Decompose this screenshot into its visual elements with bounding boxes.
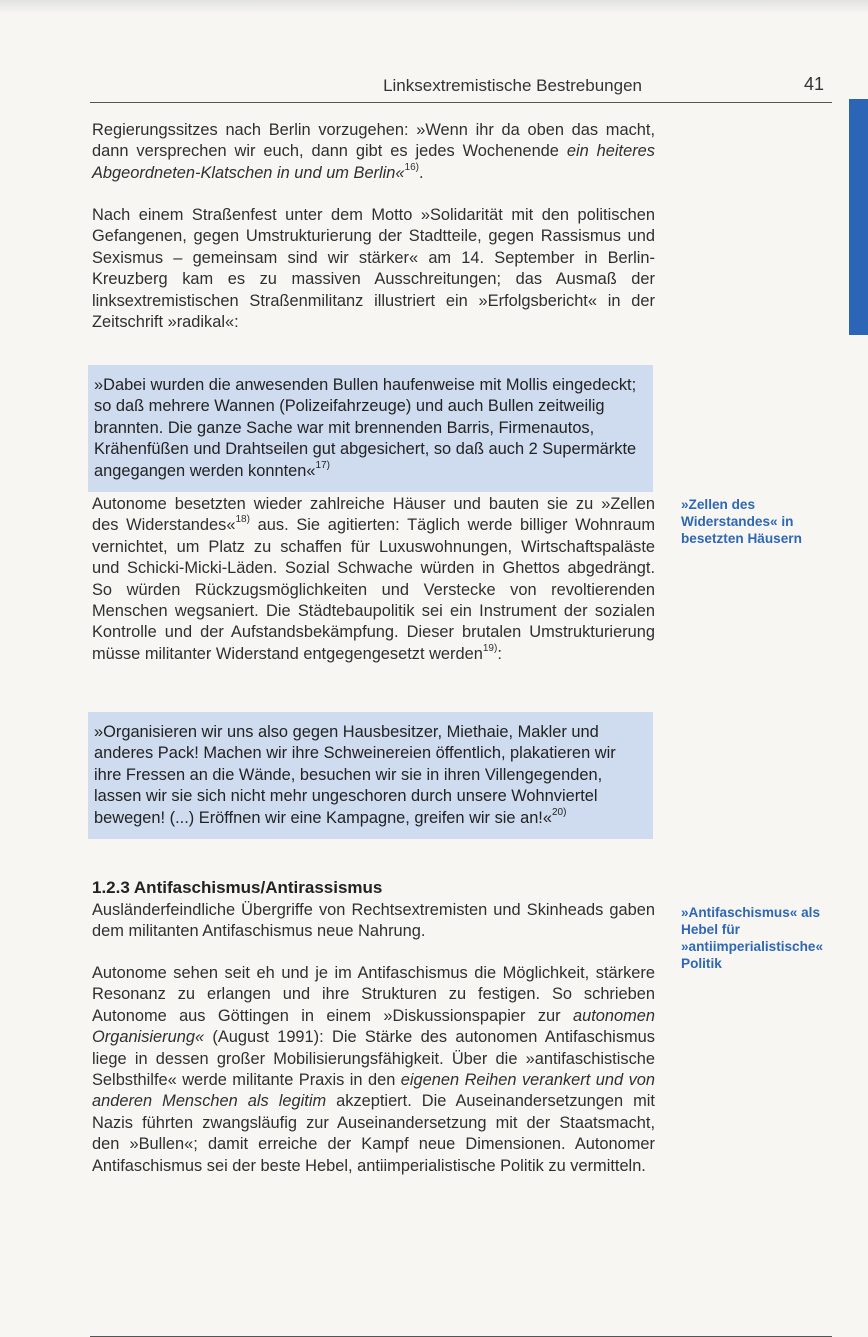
footnote-17: 17) xyxy=(315,459,330,471)
footnote-19: 19) xyxy=(482,642,498,654)
paragraph-1 xyxy=(92,120,655,184)
footnote-16: 16) xyxy=(404,161,419,173)
footnote-18: 18) xyxy=(235,514,250,526)
paragraph-4 xyxy=(92,900,655,943)
paragraph-2 xyxy=(92,205,655,333)
paragraph-5-text-a: Autonome sehen seit eh und je im Antifaschismus die Möglichkeit, stärkere Resonanz zu erlangen und ihre Strukturen zu festigen. So schrieben Autonome aus Göttingen in einem »Diskussionspapier zur xyxy=(92,964,655,1025)
paragraph-5-italic-a: autonomen Organisierung« xyxy=(92,1006,655,1047)
page-top-shadow xyxy=(0,0,868,14)
footnote-20: 20) xyxy=(551,806,567,818)
paragraph-3-text-b: aus. Sie agitierten: Täglich werde billiger Wohnraum vernichtet, um Platz zu schaffen für Luxuswohnungen, Wirtschaftspaläste und Schicki-Micki-Läden. Sozial Schwache würden in Ghettos abgedrängt. So würden Rückzugsmöglichkeiten und Verstecke von revoltierenden Menschen wegsaniert. Die Städtebaupolitik sei ein Instrument der sozialen Kontrolle und der Aufstandsbekämpfung. Dieser brutalen Umstrukturierung müsse militanter Widerstand entgegengesetzt werden xyxy=(92,516,655,663)
paragraph-3-text-a: Autonome besetzten wieder zahlreiche Häuser und bauten sie zu »Zellen des Widerstandes« xyxy=(92,495,655,535)
header-title: Linksextremistische Bestrebungen xyxy=(383,76,642,95)
chapter-tab-marker xyxy=(849,99,868,335)
paragraph-3-end: : xyxy=(497,644,502,663)
paragraph-1-end: . xyxy=(419,163,424,182)
header-rule xyxy=(90,102,832,103)
paragraph-1-text: Regierungssitzes nach Berlin vorzugehen: »Wenn ihr da oben das macht, dann versprechen wir euch, dann gibt es jedes Wochenende xyxy=(92,121,655,161)
quote-1-text: »Dabei wurden die anwesenden Bullen haufenweise mit Mollis eingedeckt; so daß mehrere Wannen (Polizeifahrzeuge) und auch Bullen zeitweilig brannten. Die ganze Sache war mit brennenden Barris, Firmenautos, Krähenfüßen und Drahtseilen gut abgesichert, so daß auch 2 Supermärkte angegangen werden konnten« xyxy=(94,376,637,480)
paragraph-5-italic-b: eigenen Reihen verankert und von anderen Menschen als legitim xyxy=(92,1071,655,1111)
paragraph-4-text: Ausländerfeindliche Übergriffe von Rechtsextremisten und Skinheads gaben dem militanten Antifaschismus neue Nahrung. xyxy=(92,901,655,941)
margin-note-antifaschismus: »Antifaschismus« als Hebel für »antiimperialistische« Politik xyxy=(681,905,824,971)
paragraph-5 xyxy=(92,963,655,1177)
section-heading: 1.2.3 Antifaschismus/Antirassismus xyxy=(92,878,383,897)
page-number: 41 xyxy=(803,74,824,94)
quote-2-text: »Organisieren wir uns also gegen Hausbesitzer, Miethaie, Makler und anderes Pack! Machen wir ihre Schweinereien öffentlich, plakatieren wir ihre Fressen an die Wände, besuchen wir sie in ihren Villengegenden, lassen wir sie sich nicht mehr ungeschoren durch unsere Wohnviertel bewegen! (...) Eröffnen wir eine Kampagne, greifen wir sie an!« xyxy=(94,723,616,827)
quote-block-2 xyxy=(88,712,653,839)
running-header xyxy=(90,74,832,98)
quote-block-1 xyxy=(88,365,653,492)
paragraph-1-italic: ein heiteres Abgeordneten-Klatschen in und um Berlin« xyxy=(92,142,655,182)
paragraph-2-text: Nach einem Straßenfest unter dem Motto »Solidarität mit den politischen Gefangenen, gegen Umstrukturierung der Stadtteile, gegen Rassismus und Sexismus – gemeinsam sind wir stärker« am 14. September in Berlin-Kreuzberg kam es zu massiven Ausschreitungen; das Ausmaß der linksextremistischen Straßenmilitanz illustriert ein »Erfolgsbericht« in der Zeitschrift »radikal«: xyxy=(92,206,655,332)
margin-note-zellen: »Zellen des Widerstandes« in besetzten Häusern xyxy=(681,497,802,546)
paragraph-5-text-c: akzeptiert. Die Auseinandersetzungen mit Nazis führten zwangsläufig zur Auseinandersetzung mit der Staatsmacht, den »Bullen«; damit erreiche der Kampf neue Dimensionen. Autonomer Antifaschismus sei der beste Hebel, antiimperialistische Politik zu vermitteln. xyxy=(92,1092,655,1175)
paragraph-5-text-b: (August 1991): Die Stärke des autonomen Antifaschismus liege in dessen großer Mobilisierungsfähigkeit. Über die »antifaschistische Selbsthilfe« werde militante Praxis in den xyxy=(92,1028,655,1090)
paragraph-3 xyxy=(92,494,655,665)
